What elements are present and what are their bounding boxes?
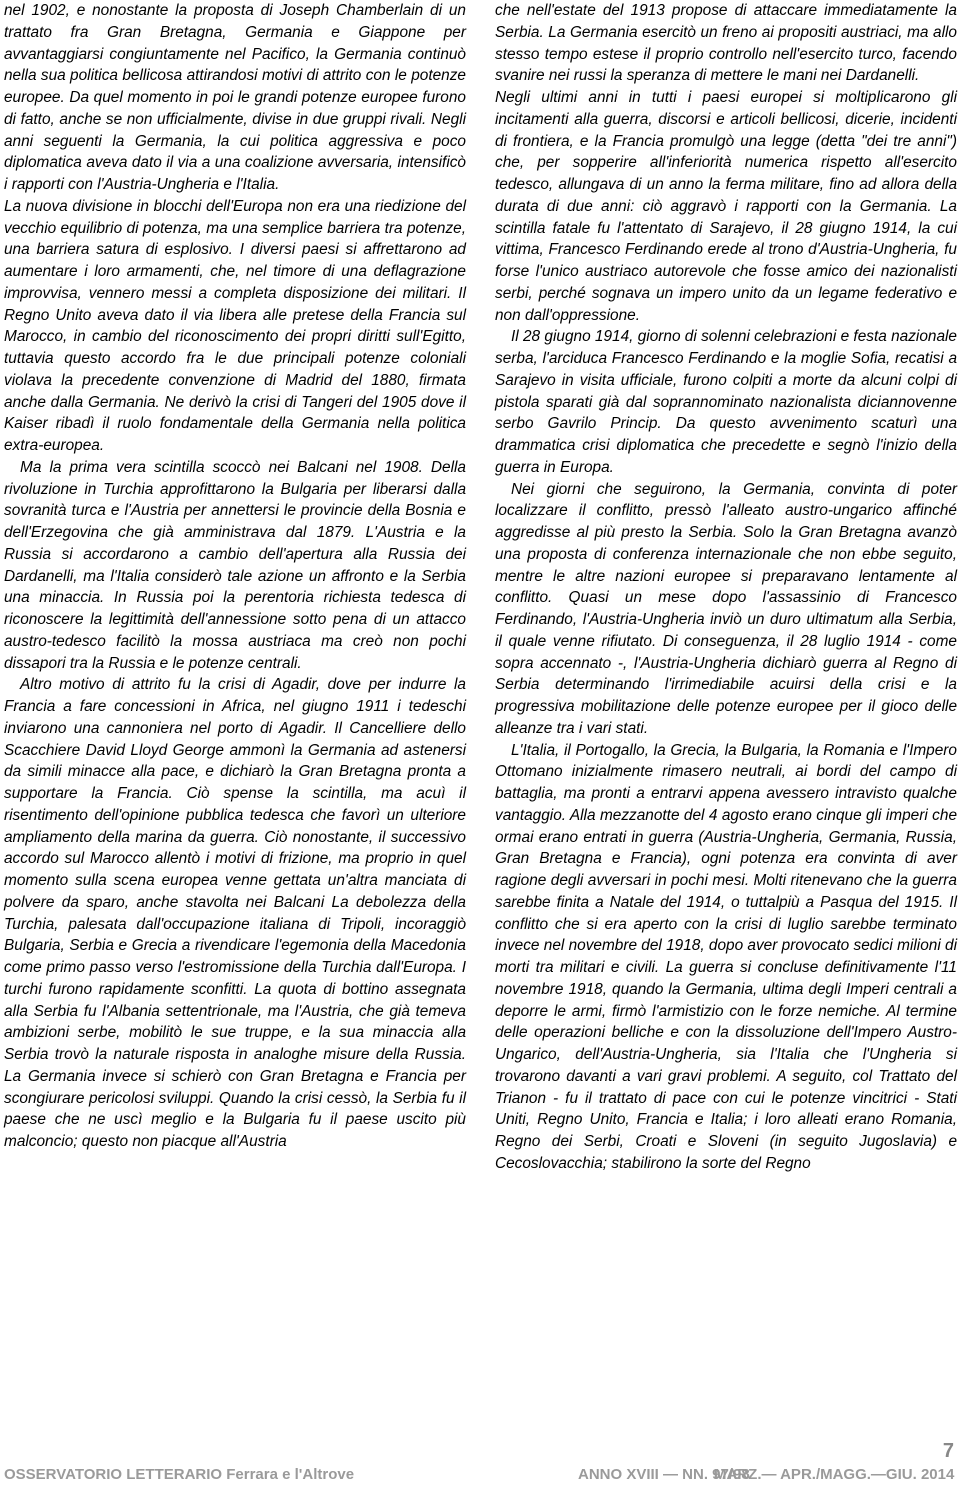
paragraph: Ma la prima vera scintilla scoccò nei Balcani nel 1908. Della rivoluzione in Turchia approfittarono la Bulgaria per liberarsi dalla sovranità turca e l'Austria per annettersi le provincie della Bosnia e dell'Erzegovina che già amministrava dal 1879. L'Austria e la Russia si accordarono a cambio dell'apertura alla Russia dei Dardanelli, ma l'Italia considerò tale azione un affronto e la Serbia una minaccia. In Russia poi la perentoria richiesta tedesca di riconoscere la legittimità dell'annessione sotto pena di un attacco austro-tedesco facilitò la mossa austriaca ma creò non pochi dissapori tra la Russia e le potenze centrali. <box>4 458 466 672</box>
paragraph: L'Italia, il Portogallo, la Grecia, la Bulgaria, la Romania e l'Impero Ottomano inizialmente rimasero neutrali, ai bordi del campo di battaglia, ma pronti a entrarvi appena avessero intravisto qualche vantaggio. Alla mezzanotte del 4 agosto erano cinque gli imperi che ormai erano entrati in guerra (Austria-Ungheria, Germania, Russia, Gran Bretagna e Francia), ogni potenza era convinta di aver ragione degli avversari in pochi mesi. Molti ritenevano che la guerra sarebbe finita a Natale del 1914, o tuttalpiù a Pasqua del 1915. Il conflitto che si era aperto con la crisi di luglio sarebbe terminato invece nel novembre del 1918, dopo aver provocato sedici milioni di morti tra militari e civili. La guerra si concluse definitivamente l'11 novembre 1918, quando la Germania, ultima degli Imperi centrali a deporre le armi, firmò l'armistizio con le forze nemiche. Al termine delle operazioni belliche e con la dissoluzione dell'Impero Austro-Ungarico, dell'Austria-Ungheria, sia l'Italia che l'Ungheria si trovarono davanti a vari gravi problemi. A seguito, col Trattato del Trianon - fu il trattato di pace con cui le potenze vincitrici - Stati Uniti, Regno Unito, Francia e Italia; i loro alleati erano Romania, Regno dei Serbi, Croati e Sloveni (in seguito Jugoslavia) e Cecoslovacchia; stabilirono la sorte del Regno <box>495 741 957 1172</box>
right-column <box>495 0 957 1175</box>
left-column <box>4 0 466 1153</box>
page-number: 7 <box>942 1440 954 1462</box>
footer-date: MARZ.— APR./MAGG.—GIU. 2014 <box>714 1466 955 1483</box>
paragraph: La nuova divisione in blocchi dell'Europa non era una riedizione del vecchio equilibrio di potenza, ma una semplice barriera tra potenze, una barriera satura di esplosivo. I diversi paesi si affrettarono ad aumentare i loro armamenti, che, nel timore di una deflagrazione improvvisa, vennero messi a completa disposizione dei militari. Il Regno Unito aveva dato il via libera alle pretese della Francia sul Marocco, in cambio del riconoscimento dei propri diritti sull'Egitto, tuttavia questo accordo fra le due principali potenze coloniali violava la precedente convenzione di Madrid del 1880, firmata anche dalla Germania. Ne derivò la crisi di Tangeri del 1905 dove il Kaiser ribadì il ruolo fondamentale della Germania nella politica extra-europea. <box>4 197 466 454</box>
paragraph: Il 28 giugno 1914, giorno di solenni celebrazioni e festa nazionale serba, l'arciduca Francesco Ferdinando e la moglie Sofia, recatisi a Sarajevo in visita ufficiale, furono colpiti a morte da alcuni colpi di pistola sparati già dal soprannominato nazionalista diciannovenne serbo Gavrilo Princip. Da questo avvenimento scaturì una drammatica crisi diplomatica che precedette e segnò l'inizio della guerra in Europa. <box>495 328 957 476</box>
paragraph: Negli ultimi anni in tutti i paesi europei si moltiplicarono gli incitamenti alla guerra, discorsi e articoli bellicosi, dicerie, incidenti di frontiera, e la Francia promulgò una legge (detta "dei tre anni") che, per sopperire all'inferiorità numerica rispetto all'esercito tedesco, allungava di un anno la ferma militare, fino ad allora della durata di due anni: ciò aggravò i rapporti con la Germania. La scintilla fatale fu l'attentato di Sarajevo, il 28 giugno 1914, la cui vittima, Francesco Ferdinando erede al trono d'Austria-Ungheria, fu forse l'unico austriaco autorevole che fosse amico dei nazionalisti serbi, perché sognava un impero unito da un legame federativo e non dall'oppressione. <box>495 89 957 324</box>
paragraph: nel 1902, e nonostante la proposta di Joseph Chamberlain di un trattato fra Gran Bretagna, Germania e Giappone per avvantaggiarsi congiuntamente nel Pacifico, la Germania continuò nella sua politica bellicosa attirandosi motivi di attrito con le potenze europee. Da quel momento in poi le grandi potenze europee furono di fatto, anche se non ufficialmente, divise in due gruppi rivali. Negli anni seguenti la Germania, la cui politica aggressiva e poco diplomatica aveva dato il via a una coalizione avversaria, intensificò i rapporti con l'Austria-Ungheria e l'Italia. <box>4 2 466 193</box>
footer-issue: ANNO XVIII — NN. 97/98 <box>578 1466 750 1483</box>
paragraph: che nell'estate del 1913 propose di attaccare immediatamente la Serbia. La Germania esercitò un freno ai propositi austriaci, ma allo stesso tempo estese il proprio controllo nell'esercito turco, facendo svanire nei russi la speranza di mettere le mani nei Dardanelli. <box>495 2 957 85</box>
paragraph: Nei giorni che seguirono, la Germania, convinta di poter localizzare il conflitto, pressò l'alleato austro-ungarico affinché aggredisse al più presto la Serbia. Solo la Gran Bretagna avanzò una proposta di conferenza internazionale che non ebbe seguito, mentre le altre nazioni europee si preparavano lentamente al conflitto. Quasi un mese dopo l'assassinio di Francesco Ferdinando, l'Austria-Ungheria inviò un duro ultimatum alla Serbia, il quale venne rifiutato. Di conseguenza, il 28 luglio 1914 - come sopra accennato -, l'Austria-Ungheria dichiarò guerra al Regno di Serbia determinando l'irrimediabile acuirsi della crisi e la progressiva mobilitazione delle potenze europee per il gioco delle alleanze tra i vari stati. <box>495 480 957 737</box>
paragraph: Altro motivo di attrito fu la crisi di Agadir, dove per indurre la Francia a fare concessioni in Africa, nel giugno 1911 i tedeschi inviarono una cannoniera nel porto di Agadir. Il Cancelliere dello Scacchiere David Lloyd George ammonì la Germania ad astenersi da simili minacce alla pace, e dichiarò la Gran Bretagna pronta a supportare la Francia. Ciò spense la scintilla, ma acuì il risentimento dell'opinione pubblica tedesca che favorì un ulteriore ampliamento della marina da guerra. Ciò nonostante, il successivo accordo sul Marocco allentò i motivi di frizione, ma proprio in quel momento sulla scena europea venne gettata un'altra manciata di polvere da sparo, anche stavolta nei Balcani La debolezza della Turchia, palesata dall'occupazione italiana di Tripoli, incoraggiò Bulgaria, Serbia e Grecia a rivendicare l'egemonia della Macedonia come primo passo verso l'estromissione della Turchia dall'Europa. I turchi furono rapidamente sconfitti. La quota di bottino assegnata alla Serbia fu l'Albania settentrionale, ma l'Austria, che già temeva ambizioni serbe, mobilitò le sue truppe, e la sua minaccia alla Serbia trovò la naturale risposta in analoghe misure della Russia. La Germania invece si schierò con Gran Bretagna e Francia per scongiurare pericolosi sviluppi. Quando la crisi cessò, la Serbia fu il paese che ne uscì meglio e la Bulgaria fu il paese uscito più malconcio; questo non piacque all'Austria <box>4 676 466 1150</box>
footer <box>0 1466 960 1488</box>
footer-publication: OSSERVATORIO LETTERARIO Ferrara e l'Altrove <box>4 1466 355 1483</box>
